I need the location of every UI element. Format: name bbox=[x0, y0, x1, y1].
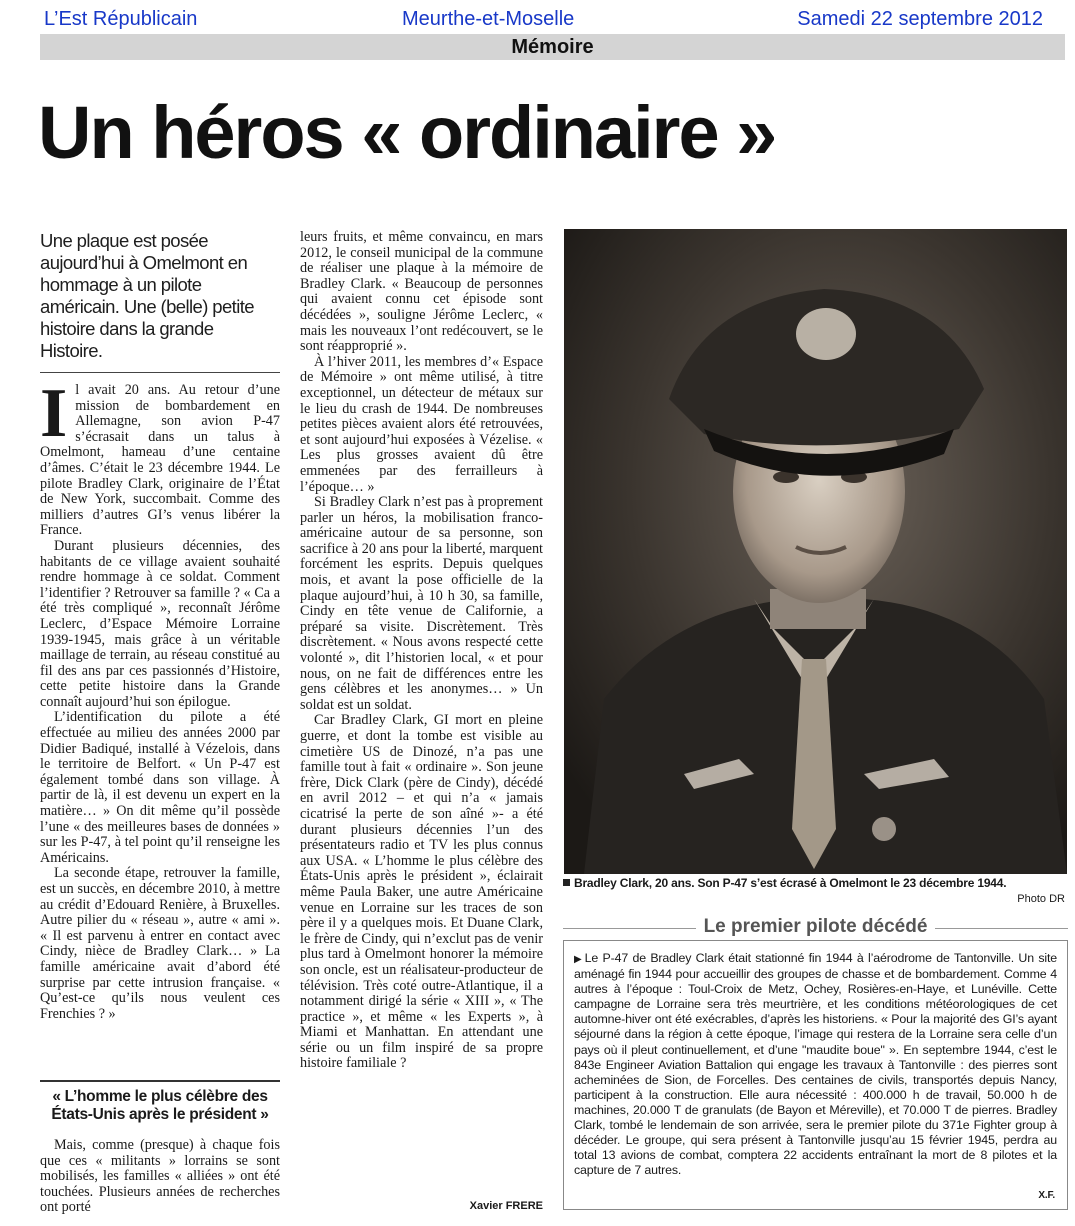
article-column-2 bbox=[300, 230, 543, 1072]
drop-cap: I bbox=[40, 375, 68, 452]
edition-region: Meurthe-et-Moselle bbox=[402, 8, 575, 30]
masthead bbox=[40, 8, 1065, 34]
newspaper-name: L’Est Républicain bbox=[44, 8, 198, 30]
standfirst: Une plaque est posée aujourd’hui à Omelmont en hommage à un pilote américain. Une (belle) petite histoire dans la grande Histoire. bbox=[40, 230, 254, 361]
article-paragraph: leurs fruits, et même convaincu, en mars 2012, le conseil municipal de la commune de réaliser une plaque à la mémoire de Bradley Clark. « Beaucoup de personnes qui avaient connu cet épisode sont décédées », souligne Jérôme Leclerc, « mais les nouveaux l’ont redécouvert, se le sont réapproprié ». bbox=[300, 229, 543, 355]
sidebar-header bbox=[563, 916, 1068, 940]
article-column-1 bbox=[40, 375, 280, 1022]
portrait-photo bbox=[564, 229, 1067, 874]
article-paragraph: Durant plusieurs décennies, des habitants de ce village avaient souhaité rendre hommage à ce soldat. Comment l’identifier ? Retrouver sa famille ? « Ca a été très compliqué », reconnaît Jérôme Leclerc, d’Espace Mémoire Lorraine 1939-1945, mais grâce à un véritable maillage de terrain, au réseau constitué au fil des ans par ces passionnés d’Histoire, cette petite histoire dans la Grande connaît aujourd’hui son épilogue. bbox=[40, 537, 280, 710]
author-signature: Xavier FRERE bbox=[469, 1200, 543, 1212]
photo-caption: Bradley Clark, 20 ans. Son P-47 s’est écrasé à Omelmont le 23 décembre 1944. bbox=[563, 876, 1068, 890]
triangle-bullet-icon: ▶ bbox=[574, 954, 583, 965]
sidebar-signature: X.F. bbox=[1038, 1189, 1055, 1201]
article-paragraph: L’identification du pilote a été effectuée au milieu des années 2000 par Didier Badiqué, installé à Vézelois, dans le territoire de Belfort. « Un P-47 est également tombé dans son village. À partir de là, il est devenu un expert en la matière… » On dit même qu’il possède l’une « des meilleures bases de données » sur les P-47, à tel point qu’il renseigne les Américains. bbox=[40, 709, 280, 866]
standfirst-divider bbox=[40, 372, 280, 373]
article-paragraph: Si Bradley Clark n’est pas à proprement parler un héros, la mobilisation franco-américaine autour de sa personne, son sacrifice à 20 ans pour la liberté, marquent forcément les esprits. Depuis quelques mois, et avant la pose officielle de la plaque aujourd’hui, à 10 h 30, sa famille, Cindy en tête venue de Californie, a préparé sa visite. Discrètement. Très discrètement. « Nous avons respecté cette volonté », dit l’historien local, « et pour nous, on ne fait de différences entre les gens célèbres et les anonymes… » Un soldat est un soldat. bbox=[300, 494, 543, 713]
article-paragraph: La seconde étape, retrouver la famille, est un succès, en décembre 2010, à mettre au crédit d’Edouard Renière, à Bruxelles. Autre pilier du « réseau », autre « ami ». « Il est parvenu à entrer en contact avec Cindy, nièce de Bradley Clark… » La famille américaine avait d’abord été surprise par cette intrusion française. « Qu’est-ce qu’ils nous veulent ces Frenchies ? » bbox=[40, 865, 280, 1022]
square-bullet-icon bbox=[563, 879, 570, 886]
sidebar-box bbox=[563, 940, 1068, 1210]
article-paragraph: Car Bradley Clark, GI mort en pleine guerre, et dont la tombe est visible au cimetière US de Dinozé, n’a pas une famille tout à fait « ordinaire ». Son jeune frère, Dick Clark (père de Cindy), décédé en avril 2012 – et qui n’a « jamais cicatrisé la perte de son aîné »- a été durant plusieurs décennies l’un des présentateurs radio et TV les plus connus aux USA. « L’homme le plus célèbre des États-Unis après le président », éclairait même Paula Baker, une autre Américaine venue en Lorraine sur les traces de son père il y a quelques mois. Et Duane Clark, le frère de Cindy, qui n’exclut pas de venir plus tard à Omelmont honorer la mémoire son oncle, est un réalisateur-producteur de télévision. Très coté outre-Atlantique, il a notamment dirigé la série « XIII », « The practice », et même « les Experts », à Miami et Manhattan. En attendant une série ou un film inspiré de sa propre histoire familiale ? bbox=[300, 712, 543, 1072]
section-rubric: Mémoire bbox=[40, 34, 1065, 60]
photo-credit: Photo DR bbox=[1017, 893, 1065, 905]
publication-date: Samedi 22 septembre 2012 bbox=[797, 8, 1043, 30]
sidebar-text: ▶ Le P-47 de Bradley Clark était stationné fin 1944 à l’aérodrome de Tantonville. Un site aménagé fin 1944 pour accueillir des groupes de chasse et de bombardement. Comme 4 autres à l’époque : Toul-Croix de Metz, Ochey, Rosières-en-Haye, et Lunéville. Cette campagne de Lorraine sera très meurtrière, et les conditions météorologiques de cet automne-hiver ont été exécrables, d’après les historiens. « Pour la majorité des GI’s ayant séjourné dans la région à cette époque, l’image qui restera de la Lorraine sera celle d’un pays où il pleut continuellement, et d’une "maudite boue" ». En septembre 1944, c’est le 843e Engineer Aviation Battalion qui engage les travaux à Tantonville : des pierres sont acheminées de Sion, de Forcelles. Des centaines de civils, transportés depuis Nancy, participent à la construction. Elle aura nécessité : 400.000 h de travail, 50.000 h de machines, 20.000 T de granulats (de Bayon et Méreville), et 70.000 T de pierres. Bradley Clark, tombé le lendemain de son arrivée, sera le premier pilote du 371e Fighter group à décéder. Le groupe, qui sera présent à Tantonville jusqu’au 15 février 1945, perdra au total 13 avions de combat, comptera 22 accidents entraînant la mort de 8 pilotes et la capture de 7 autres. bbox=[574, 951, 1058, 1178]
article-paragraph: Mais, comme (presque) à chaque fois que ces « militants » lorrains se sont mobilisés, les familles « alliées » ont été touchées. Plusieurs années de recherches ont porté bbox=[40, 1137, 280, 1216]
sidebar-title: Le premier pilote décédé bbox=[563, 916, 1068, 938]
portrait-illustration bbox=[564, 229, 1067, 874]
intertitle: « L’homme le plus célèbre des États-Unis après le président » bbox=[40, 1080, 280, 1124]
headline: Un héros « ordinaire » bbox=[38, 91, 776, 174]
article-paragraph: À l’hiver 2011, les membres d’« Espace de Mémoire » ont même utilisé, à titre exceptionnel, un détecteur de métaux sur le lieu du crash de 1944. De nombreuses petites pièces avaient alors été retrouvées, et sont aujourd’hui exposées à Vézelise. « Les plus grosses avaient dû être emmenées par des ferrailleurs à l’époque… » bbox=[300, 353, 543, 495]
article-column-1-continued bbox=[40, 1138, 280, 1216]
article-paragraph: Il avait 20 ans. Au retour d’une mission de bombardement en Allemagne, son avion P-47 s’écrasait dans un talus à Omelmont, hameau d’une centaine d’âmes. C’était le 23 décembre 1944. Le pilote Bradley Clark, originaire de l’État de New York, succombait. Comme des milliers d’autres GI’s venus libérer la France. bbox=[40, 375, 280, 539]
